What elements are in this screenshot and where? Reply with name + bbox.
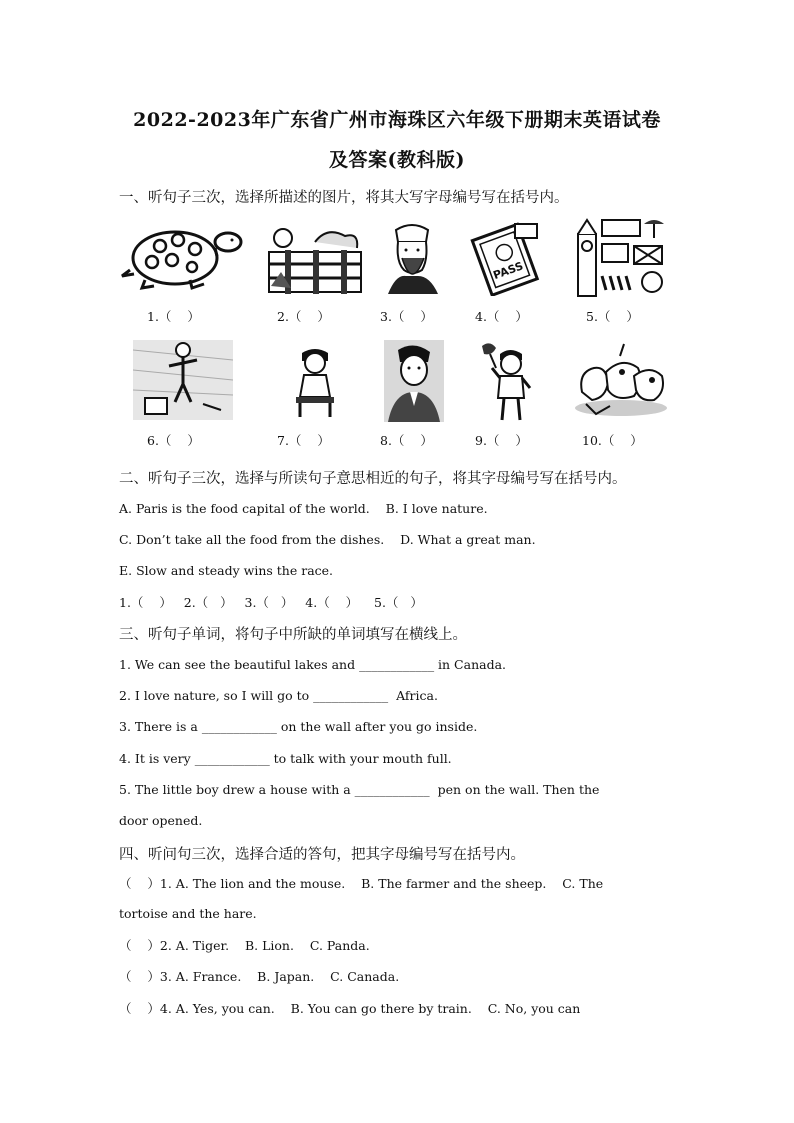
farm-fence-picture bbox=[265, 222, 365, 296]
page-title-line1: 2022-2023年广东省广州市海珠区六年级下册期末英语试卷 bbox=[133, 109, 661, 131]
question-label: 7.（ ） bbox=[277, 433, 330, 448]
fill-blank-line: 5. The little boy drew a house with a ____________ pen on the wall. Then the bbox=[119, 782, 600, 797]
fill-blank-line: 3. There is a ____________ on the wall after you go inside. bbox=[119, 719, 478, 734]
section1-heading: 一、听句子三次，选择所描述的图片，将其大写字母编号写在括号内。 bbox=[119, 190, 569, 206]
london-collage-picture bbox=[574, 216, 668, 298]
bearded-man-picture bbox=[382, 220, 442, 294]
question-label: 3.（ ） bbox=[380, 309, 433, 324]
question-label: 2.（ ） bbox=[277, 309, 330, 324]
passport-text: PASS bbox=[491, 259, 525, 283]
question-label: 6.（ ） bbox=[147, 433, 200, 448]
question-label: 9.（ ） bbox=[475, 433, 528, 448]
option-line: A. Paris is the food capital of the world. B. I love nature. bbox=[119, 501, 488, 516]
boy-waving-picture bbox=[480, 340, 536, 422]
page-title-line2: 及答案(教科版) bbox=[329, 149, 465, 171]
question-label: 1.（ ） bbox=[147, 309, 200, 324]
fill-blank-line: 4. It is very ____________ to talk with your mouth full. bbox=[119, 751, 452, 766]
question-label: 4.（ ） bbox=[475, 309, 528, 324]
fill-blank-line: 2. I love nature, so I will go to ____________ Africa. bbox=[119, 688, 438, 703]
question-line: （ ）2. A. Tiger. B. Lion. C. Panda. bbox=[119, 938, 370, 953]
boy-at-desk-picture bbox=[290, 345, 340, 419]
option-line: C. Don’t take all the food from the dishes. D. What a great man. bbox=[119, 532, 536, 547]
boy-on-street-picture bbox=[133, 340, 233, 420]
answer-blanks: 1.（ ） 2.（ ） 3.（ ） 4.（ ） 5.（ ） bbox=[119, 595, 423, 610]
fill-blank-line: 1. We can see the beautiful lakes and ____________ in Canada. bbox=[119, 657, 507, 672]
question-line: （ ）3. A. France. B. Japan. C. Canada. bbox=[119, 969, 400, 984]
question-label: 8.（ ） bbox=[380, 433, 433, 448]
passport-picture bbox=[467, 220, 547, 296]
question-label: 10.（ ） bbox=[582, 433, 643, 448]
man-portrait-picture bbox=[384, 340, 444, 422]
section2-heading: 二、听句子三次，选择与所读句子意思相近的句子，将其字母编号写在括号内。 bbox=[119, 471, 627, 487]
animals-group-picture bbox=[572, 342, 670, 418]
section4-heading: 四、听问句三次，选择合适的答句，把其字母编号写在括号内。 bbox=[119, 847, 525, 863]
tortoise-picture bbox=[120, 222, 244, 290]
option-line: E. Slow and steady wins the race. bbox=[119, 563, 334, 578]
section3-heading: 三、听句子单词，将句子中所缺的单词填写在横线上。 bbox=[119, 627, 467, 643]
fill-blank-line-continued: door opened. bbox=[119, 813, 203, 828]
question-label: 5.（ ） bbox=[586, 309, 639, 324]
question-line: （ ）4. A. Yes, you can. B. You can go there by train. C. No, you can bbox=[119, 1001, 581, 1016]
question-line: （ ）1. A. The lion and the mouse. B. The farmer and the sheep. C. The bbox=[119, 876, 604, 891]
question-line-continued: tortoise and the hare. bbox=[119, 906, 257, 921]
